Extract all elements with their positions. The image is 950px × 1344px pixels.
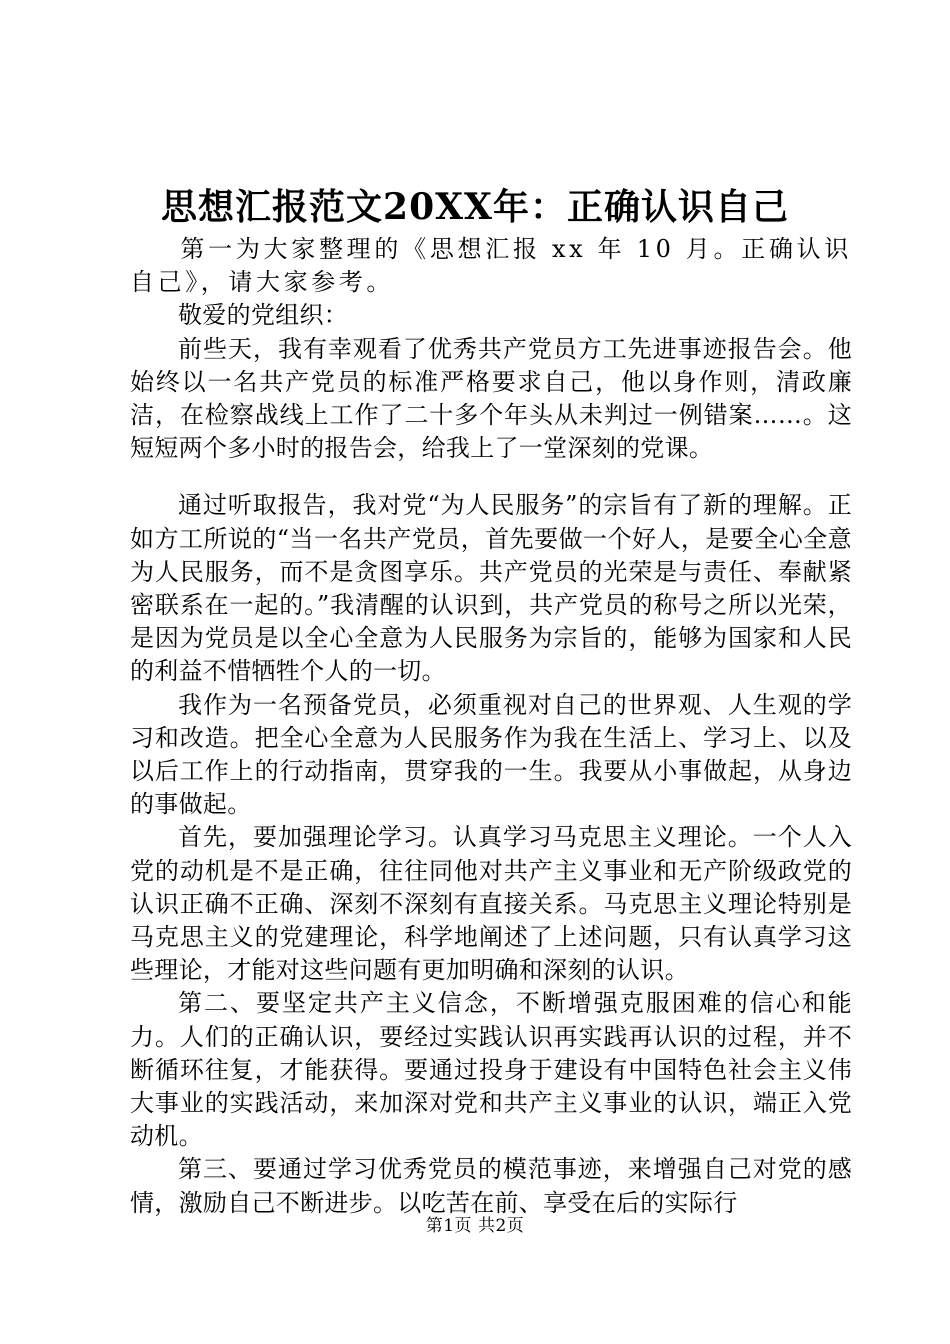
body-paragraph: 第二、要坚定共产主义信念，不断增强克服困难的信心和能力。人们的正确认识，要经过实践认识再实践再认识的过程，并不断循环往复，才能获得。要通过投身于建设有中国特色社会主义伟大事业的实践活动，来加深对党和共产主义事业的认识，端正入党动机。 [130, 989, 852, 1151]
intro-paragraph: 第一为大家整理的《思想汇报 xx 年 10 月。正确认识自己》，请大家参考。 [130, 235, 852, 297]
body-paragraph: 通过听取报告，我对党“为人民服务”的宗旨有了新的理解。正如方工所说的“当一名共产党员，首先要做一个好人，是要全心全意为人民服务，而不是贪图享乐。共产党员的光荣是与责任、奉献紧密联系在一起的。”我清醒的认识到，共产党员的称号之所以光荣，是因为党员是以全心全意为人民服务为宗旨的，能够为国家和人民的利益不惜牺牲个人的一切。 [130, 491, 852, 686]
body-paragraph: 第三、要通过学习优秀党员的模范事迹，来增强自己对党的感情，激励自己不断进步。以吃苦在前、享受在后的实际行 [130, 1155, 852, 1217]
document-title: 思想汇报范文20XX年：正确认识自己 [161, 186, 789, 228]
salutation-paragraph: 敬爱的党组织： [178, 301, 349, 330]
page-footer: 第1页 共2页 [425, 1216, 525, 1236]
body-paragraph: 首先，要加强理论学习。认真学习马克思主义理论。一个人入党的动机是不是正确，往往同他对共产主义事业和无产阶级政党的认识正确不正确、深刻不深刻有直接关系。马克思主义理论特别是马克思主义的党建理论，科学地阐述了上述问题，只有认真学习这些理论，才能对这些问题有更加明确和深刻的认识。 [130, 823, 852, 985]
document-body [130, 233, 852, 1220]
body-paragraph: 我作为一名预备党员，必须重视对自己的世界观、人生观的学习和改造。把全心全意为人民服务作为我在生活上、学习上、以及以后工作上的行动指南，贯穿我的一生。我要从小事做起，从身边的事做起。 [130, 690, 852, 819]
body-paragraph: 前些天，我有幸观看了优秀共产党员方工先进事迹报告会。他始终以一名共产党员的标准严格要求自己，他以身作则，清政廉洁，在检察战线上工作了二十多个年头从未判过一例错案……。这短短两个多小时的报告会，给我上了一堂深刻的党课。 [130, 334, 852, 463]
